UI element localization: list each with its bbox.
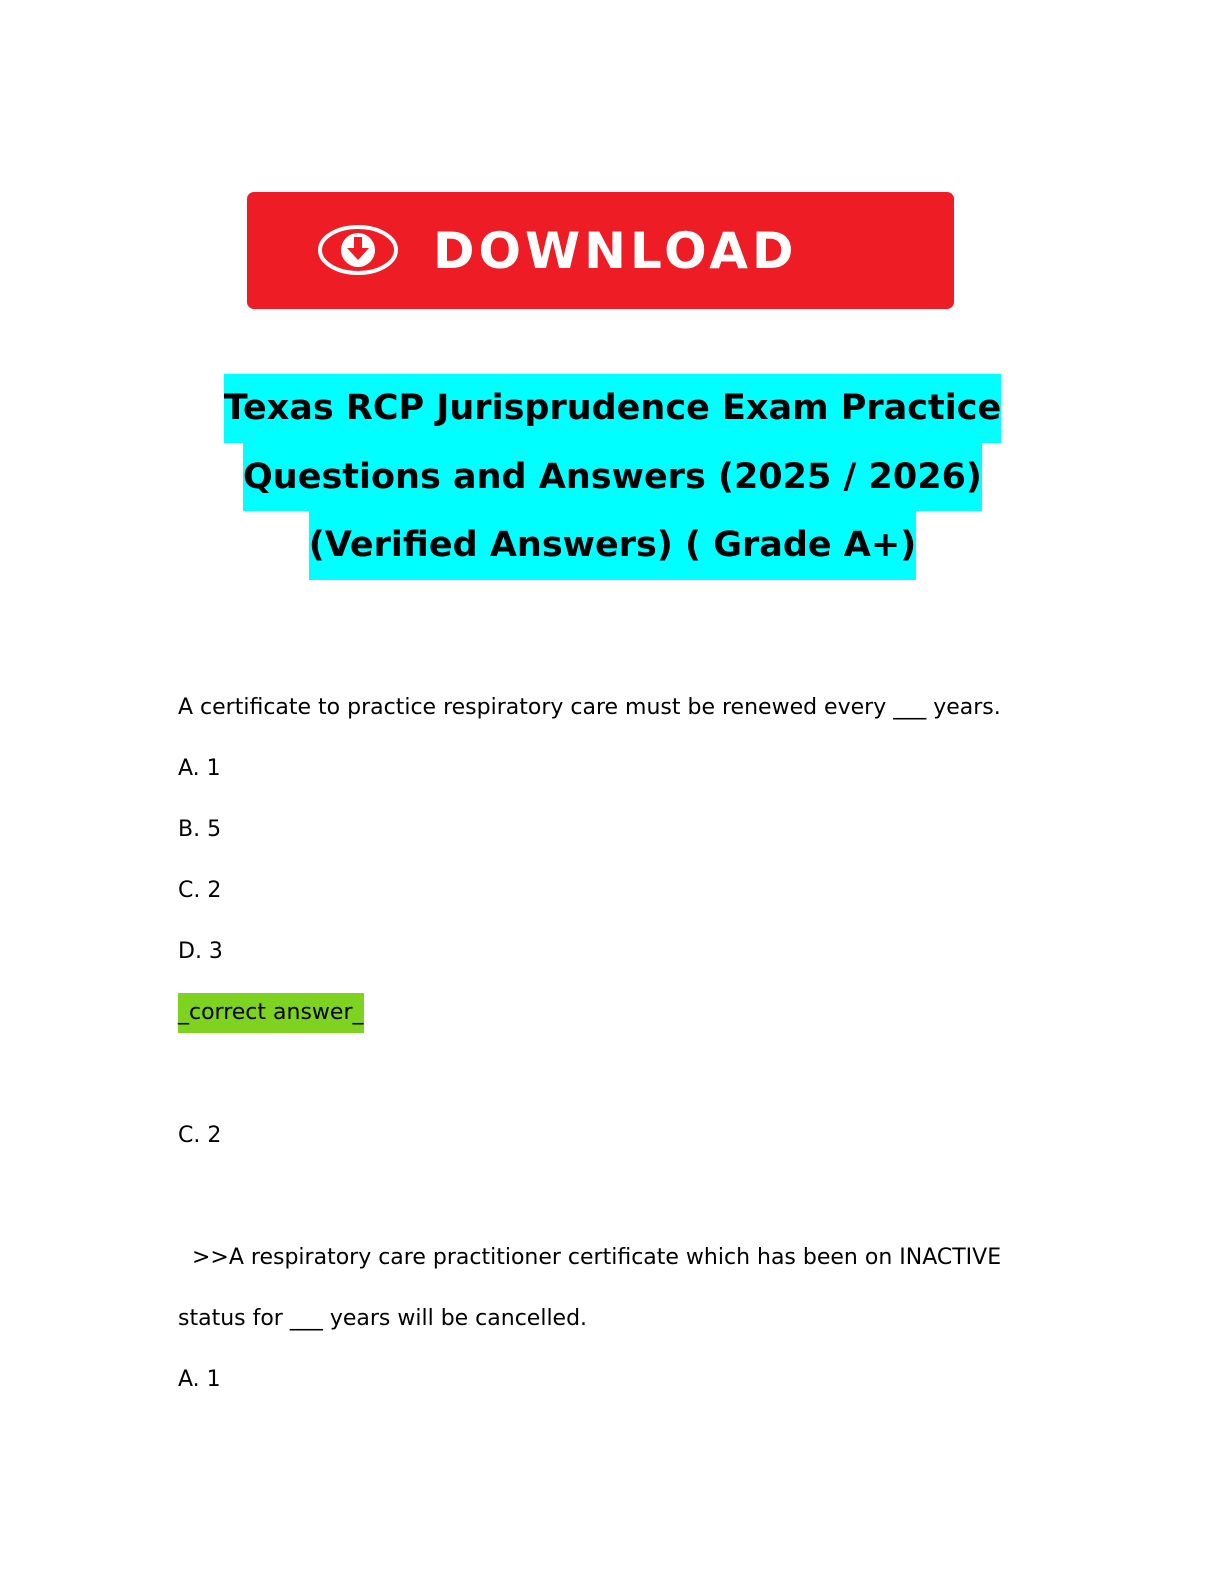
title-line-3 — [0, 511, 1225, 580]
title-line-1 — [0, 374, 1225, 443]
download-arrow-circle-icon — [317, 224, 399, 276]
download-label: DOWNLOAD — [433, 222, 798, 280]
question-1-option-c: C. 2 — [178, 878, 222, 903]
question-1-option-a: A. 1 — [178, 756, 221, 781]
question-1-option-b: B. 5 — [178, 817, 222, 842]
question-2-text-line-1: >>A respiratory care practitioner certificate which has been on INACTIVE — [192, 1245, 1002, 1270]
download-button[interactable] — [247, 192, 954, 309]
question-1-option-d: D. 3 — [178, 939, 223, 964]
question-1-answer: C. 2 — [178, 1123, 222, 1148]
title-line-3-text: (Verified Answers) ( Grade A+) — [309, 511, 916, 580]
correct-answer-label: _correct answer_ — [178, 993, 364, 1033]
question-2-text-line-2: status for ___ years will be cancelled. — [178, 1306, 588, 1331]
page-title — [0, 374, 1225, 580]
title-line-1-text: Texas RCP Jurisprudence Exam Practice — [224, 374, 1002, 443]
question-1-text: A certificate to practice respiratory care must be renewed every ___ years. — [178, 695, 1001, 720]
question-2-option-a: A. 1 — [178, 1367, 221, 1392]
title-line-2 — [0, 443, 1225, 512]
title-line-2-text: Questions and Answers (2025 / 2026) — [243, 443, 982, 512]
correct-answer-marker — [178, 993, 364, 1033]
